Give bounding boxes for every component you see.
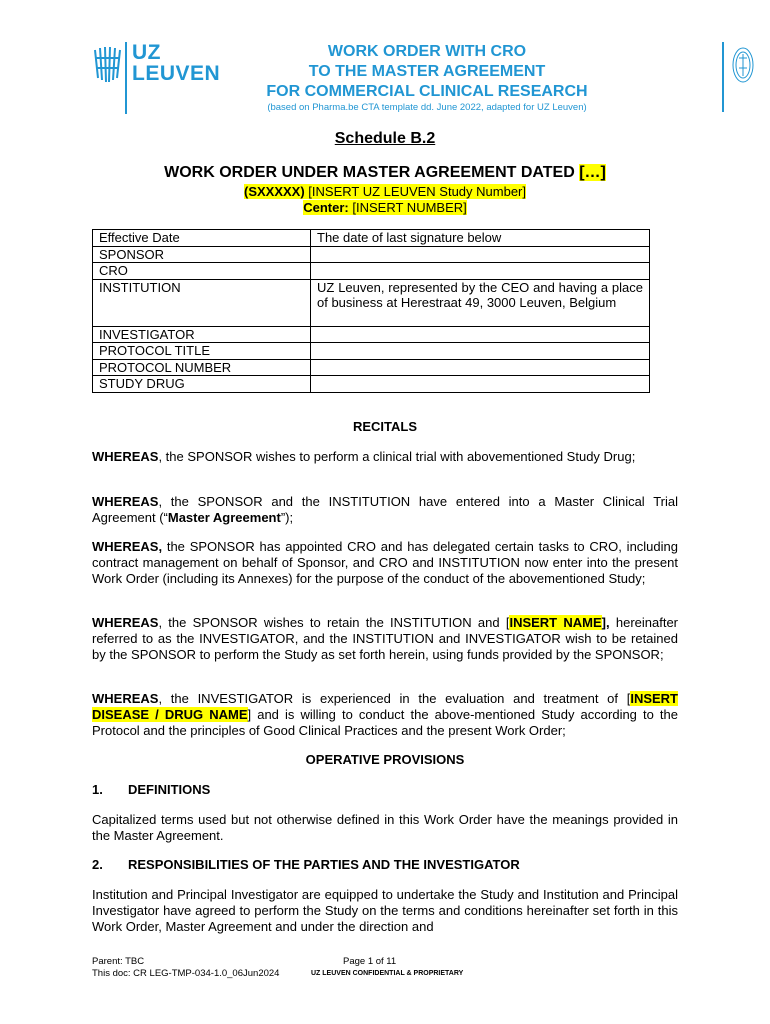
whereas-label: WHEREAS — [92, 449, 159, 464]
table-value — [311, 326, 650, 343]
table-value — [311, 359, 650, 376]
center-number-line — [0, 200, 770, 215]
table-row — [93, 376, 650, 393]
table-value: UZ Leuven, represented by the CEO and having a place of business at Herestraat 49, 3000 Leuven, Belgium — [311, 279, 650, 326]
recital-text-cont: hereinafter referred to as the INVESTIGATOR, and the INSTITUTION and INVESTIGATOR wish to be retained by the SPONSOR to perform the Study as set forth herein, using funds provided by the SPONSOR; — [92, 615, 679, 662]
table-row — [93, 343, 650, 360]
table-row — [93, 230, 650, 247]
whereas-label: WHEREAS — [92, 615, 159, 630]
header-title-line1: WORK ORDER WITH CRO — [327, 43, 527, 60]
parties-table — [92, 229, 650, 393]
table-label: INSTITUTION — [93, 279, 311, 326]
study-number-placeholder: [INSERT UZ LEUVEN Study Number] — [304, 184, 526, 199]
table-row — [93, 279, 650, 326]
section-number: 1. — [92, 782, 103, 797]
study-number-line — [0, 184, 770, 199]
section-1-heading — [92, 782, 210, 797]
table-label: Effective Date — [93, 230, 311, 247]
uz-leuven-emblem-icon — [92, 44, 124, 84]
section-title: DEFINITIONS — [128, 782, 211, 797]
recital-text: , the SPONSOR and the INSTITUTION have entered into a Master Clinical Trial Agreement (“ — [92, 494, 678, 525]
table-row — [93, 246, 650, 263]
table-value — [311, 376, 650, 393]
recital-text: the SPONSOR has appointed CRO and has delegated certain tasks to CRO, including contract management on behalf of Sponsor, and CRO and INSTITUTION now enter into the present Work Order (including its Annexes) for the purpose of the conduct of the abovementioned Study; — [92, 539, 678, 586]
recital-text-cont: ] and is willing to conduct the above-mentioned Study according to the Protocol and the principles of Good Clinical Practices and the present Work Order; — [92, 706, 679, 738]
investigator-name-placeholder: INSERT NAME — [509, 615, 602, 630]
table-label: CRO — [93, 263, 311, 280]
header-title-line3: FOR COMMERCIAL CLINICAL RESEARCH — [266, 83, 588, 100]
section-2-text: Institution and Principal Investigator are equipped to undertake the Study and Institution and Principal Investigator have agreed to perform the Study on the terms and conditions hereinafter set forth in this Work Order, Master Agreement and under the direction and — [92, 887, 678, 934]
table-value — [311, 343, 650, 360]
recital-4 — [92, 615, 678, 662]
work-order-title — [0, 164, 770, 182]
study-code-placeholder: (SXXXXX) — [244, 184, 305, 199]
section-2-heading — [92, 857, 520, 872]
recital-text-end: ”); — [280, 509, 294, 525]
recital-5 — [92, 691, 678, 738]
schedule-title: Schedule B.2 — [334, 130, 436, 147]
section-1-text: Capitalized terms used but not otherwise defined in this Work Order have the meanings provided in the Master Agreement. — [92, 812, 678, 843]
table-label: SPONSOR — [93, 246, 311, 263]
table-label: PROTOCOL NUMBER — [93, 359, 311, 376]
disease-drug-placeholder: INSERT DISEASE / DRUG NAME — [92, 691, 678, 722]
defined-term: Master Agreement — [167, 509, 281, 525]
header-right-divider — [722, 42, 724, 112]
work-order-date-placeholder: […] — [579, 164, 606, 181]
logo-text-uz: UZ — [132, 41, 161, 64]
whereas-label: WHEREAS, — [92, 539, 163, 554]
recital-text: , the SPONSOR wishes to retain the INSTITUTION and [ — [158, 615, 510, 630]
section-number: 2. — [92, 857, 103, 872]
footer-page-number: Page 1 of 11 — [343, 956, 397, 967]
logo-divider — [125, 42, 127, 114]
work-order-title-text: WORK ORDER UNDER MASTER AGREEMENT DATED — [164, 164, 580, 181]
table-label: PROTOCOL TITLE — [93, 343, 311, 360]
header-title-line2: TO THE MASTER AGREEMENT — [308, 63, 546, 80]
seal-icon — [731, 46, 755, 84]
center-label: Center: — [303, 200, 349, 215]
table-row — [93, 359, 650, 376]
table-label: INVESTIGATOR — [93, 326, 311, 343]
table-value — [311, 263, 650, 280]
recital-text-bracket: ], — [601, 615, 610, 630]
section-title: RESPONSIBILITIES OF THE PARTIES AND THE INVESTIGATOR — [128, 857, 520, 872]
whereas-label: WHEREAS — [92, 691, 159, 706]
table-value: The date of last signature below — [311, 230, 650, 247]
footer-doc-id: This doc: CR LEG-TMP-034-1.0_06Jun2024 — [92, 968, 280, 979]
uz-leuven-logo — [92, 42, 222, 114]
center-number-placeholder: [INSERT NUMBER] — [348, 200, 467, 215]
table-value — [311, 246, 650, 263]
document-header-title — [212, 42, 642, 102]
recital-3 — [92, 539, 678, 586]
footer-parent: Parent: TBC — [92, 956, 145, 967]
table-label: STUDY DRUG — [93, 376, 311, 393]
logo-text-leuven: LEUVEN — [132, 62, 221, 85]
header-subtitle: (based on Pharma.be CTA template dd. June 2022, adapted for UZ Leuven) — [267, 102, 587, 113]
operative-provisions-heading: OPERATIVE PROVISIONS — [305, 752, 465, 767]
recital-text: , the SPONSOR wishes to perform a clinical trial with abovementioned Study Drug; — [158, 449, 636, 464]
recital-1 — [92, 449, 678, 465]
recital-2 — [92, 494, 678, 526]
recital-text: , the INVESTIGATOR is experienced in the evaluation and treatment of [ — [158, 691, 631, 706]
table-row — [93, 326, 650, 343]
table-row — [93, 263, 650, 280]
whereas-label: WHEREAS — [92, 494, 159, 509]
recitals-heading: RECITALS — [352, 419, 418, 434]
footer-confidential: UZ LEUVEN CONFIDENTIAL & PROPRIETARY — [311, 970, 464, 977]
